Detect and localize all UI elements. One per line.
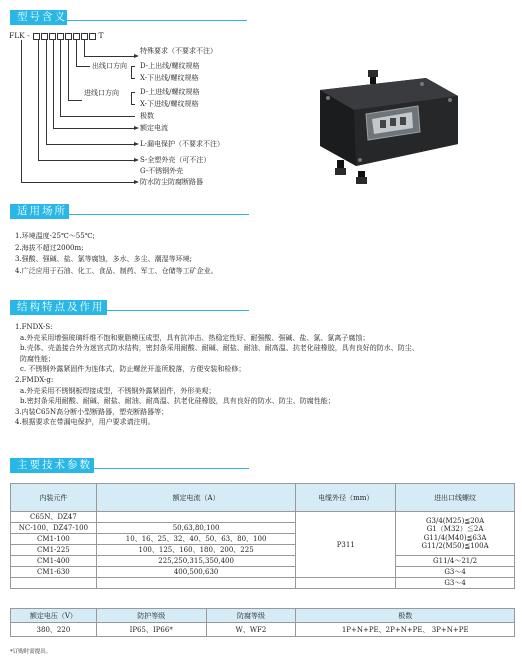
table-cell bbox=[96, 512, 296, 523]
cable-cell: P311 bbox=[296, 512, 396, 578]
footnote: *订购时需提出。 bbox=[10, 649, 52, 655]
usage-item: 4.广泛应用于石油、化工、食品、制药、军工、仓储等工矿企业。 bbox=[15, 266, 218, 275]
table-cell: NC-100、DZ47-100 bbox=[11, 523, 97, 534]
table-cell: 1P+N+PE、2P+N+PE、 3P+N+PE bbox=[296, 623, 515, 637]
thread-value: G11/4～21/2 bbox=[396, 556, 515, 567]
thread-value: G11/2(M50)≦100A bbox=[421, 542, 489, 550]
thread-value: G3～4 bbox=[396, 567, 515, 578]
col-header: 电缆外径（mm） bbox=[296, 484, 396, 512]
model-item: G-不锈钢外壳 bbox=[140, 167, 184, 175]
feature-list bbox=[15, 322, 513, 428]
col-header: 内装元件 bbox=[11, 484, 97, 512]
feature-line: c. 不锈钢外露紧固件为连体式，防止螺丝开盖所脱落，方便安装和检修； bbox=[20, 365, 246, 374]
model-item: L-漏电保护（不要求不注） bbox=[140, 140, 225, 148]
table-cell: CM1-630 bbox=[11, 567, 97, 578]
section-header-model: 型号含义 bbox=[10, 10, 67, 25]
table-cell bbox=[11, 578, 97, 589]
feature-line: 4.根据要求在带漏电保护，用户要求请注明。 bbox=[15, 418, 155, 427]
table-cell: 380、220 bbox=[11, 623, 97, 637]
section-rule bbox=[107, 310, 249, 311]
model-code-prefix: FLK - bbox=[9, 31, 30, 40]
col-header: 进出口线螺纹 bbox=[396, 484, 515, 512]
section-header-usage: 适用场所 bbox=[10, 204, 69, 219]
feature-line: 防腐性能； bbox=[20, 354, 55, 363]
table-cell: IP65、IP66* bbox=[96, 623, 206, 637]
section-header-features: 结构特点及作用 bbox=[10, 300, 107, 315]
feature-line: 1.FNDX-S: bbox=[15, 323, 53, 331]
enclosure-image bbox=[308, 70, 468, 192]
table-cell: 400,500,630 bbox=[96, 567, 296, 578]
col-header: 额定电压（V） bbox=[11, 609, 97, 623]
feature-line: 2.FMDX-g: bbox=[15, 375, 54, 384]
feature-line: a.外壳采用增强玻璃纤维不饱和聚脂模压成型，具有抗冲击、热稳定性好、耐强酸、强碱、盐、氯、氯离子腐蚀； bbox=[20, 333, 370, 342]
model-item: D-上出线/螺纹规格 bbox=[140, 62, 200, 70]
usage-item: 2.海拔不超过2000m; bbox=[15, 243, 84, 252]
table-cell: 10、16、25、32、40、50、63、80、100 bbox=[96, 534, 296, 545]
thread-value: G3～4 bbox=[396, 578, 515, 589]
table-cell: W、WF2 bbox=[206, 623, 296, 637]
thread-value: G11/4(M40)≦63A bbox=[423, 533, 487, 542]
model-item: 特殊要求（不要求不注） bbox=[140, 47, 217, 55]
col-header: 防腐等级 bbox=[206, 609, 296, 623]
section-rule bbox=[67, 20, 247, 21]
feature-line: 3.内装C65N高分断小型断路器，塑壳断路器等； bbox=[15, 407, 169, 416]
model-item: D-上进线/螺纹规格 bbox=[140, 88, 200, 96]
model-item: X-下出线/螺纹规格 bbox=[140, 74, 199, 82]
section-header-params: 主要技术参数 bbox=[10, 458, 94, 473]
table-cell: 225,250,315,350,400 bbox=[96, 556, 296, 567]
feature-line: b.密封条采用耐酸、耐碱、耐盐、耐油、耐高温、抗老化硅橡胶，具有良好的防水、防尘、防腐性能； bbox=[20, 397, 335, 406]
col-header: 额定电流（A） bbox=[96, 484, 296, 512]
table-cell: CM1-400 bbox=[11, 556, 97, 567]
model-item: 极数 bbox=[140, 112, 154, 120]
outlet-direction-label: 出线口方向 bbox=[92, 62, 127, 70]
model-code bbox=[9, 31, 104, 40]
model-item: S-全塑外壳（可不注） bbox=[140, 156, 211, 164]
table-cell bbox=[96, 578, 296, 589]
inlet-direction-label: 进线口方向 bbox=[84, 89, 119, 97]
spec-table bbox=[10, 483, 515, 589]
model-item: 防水防尘防腐断路器 bbox=[140, 178, 203, 186]
rating-table bbox=[10, 608, 515, 637]
feature-line: a.外壳采用不锈钢板焊接成型，不锈钢外露紧固件，外形美观； bbox=[20, 386, 216, 395]
feature-line: b.壳体、壳盖接合外为迷宫式防水结构，密封条采用耐酸、耐碱、耐盐、耐油、耐高温、抗老化硅橡胶，具有良好的防水、防尘、 bbox=[20, 344, 419, 353]
table-cell: CM1-225 bbox=[11, 545, 97, 556]
model-code-end: T bbox=[98, 31, 104, 40]
model-item: X-下进线/螺纹规格 bbox=[140, 100, 199, 108]
table-cell: 50,63,80,100 bbox=[96, 523, 296, 534]
section-rule bbox=[94, 468, 249, 469]
usage-item: 3.强酸、强碱、盐、氯等腐蚀，多水、多尘、潮湿等环境; bbox=[15, 255, 193, 264]
thread-value: G3/4(M25)≦20A bbox=[425, 516, 485, 525]
table-cell: CM1-100 bbox=[11, 534, 97, 545]
section-rule bbox=[69, 214, 249, 215]
thread-value: G1（M32）≦2A bbox=[426, 525, 484, 533]
usage-item: 1.环境温度-25℃～55℃; bbox=[15, 232, 95, 240]
col-header: 极数 bbox=[296, 609, 515, 623]
col-header: 防护等级 bbox=[96, 609, 206, 623]
model-item: 额定电流 bbox=[140, 124, 168, 132]
table-cell: 100、125、160、180、200、225 bbox=[96, 545, 296, 556]
table-cell: C65N、DZ47 bbox=[11, 512, 97, 523]
table-cell bbox=[296, 578, 396, 589]
usage-list bbox=[15, 231, 513, 277]
thread-cell bbox=[396, 512, 515, 556]
